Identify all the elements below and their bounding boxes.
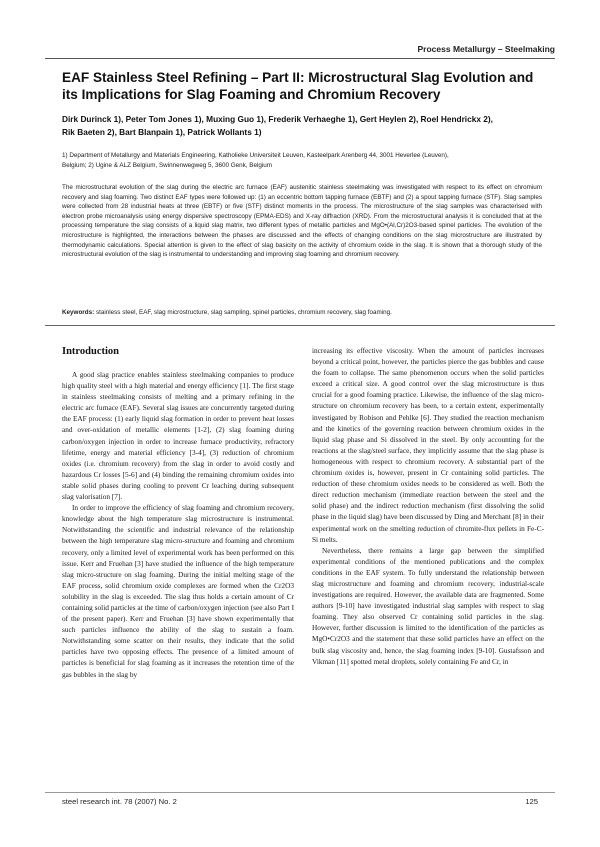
article-title: EAF Stainless Steel Refining – Part II: Microstructural Slag Evolution and its Implications for Slag Foaming and Chromium Recovery [62,70,534,102]
keywords-label: Keywords: [62,309,95,316]
keywords-text: stainless steel, EAF, slag microstructure, slag sampling, spinel particles, chromium recovery, slag foaming. [94,309,392,316]
affiliation-line-1: 1) Department of Metallurgy and Materials Engineering, Katholieke Universiteit Leuven, Kasteelpark Arenberg 44, 3001 Heverlee (Leuven), [62,152,449,159]
journal-citation: steel research int. 78 (2007) No. 2 [62,797,177,806]
abstract: The microstructural evolution of the slag during the electric arc furnace (EAF) austenitic stainless steelmaking was investigated with respect to its effect on chromium recovery and slag foaming. Two distinct EAF types were followed up: (1) an eccentric bottom tapping furnace (EBTF) and (2) a spout tapping furnace (STF). Slag samples were collected from 28 industrial heats at three (EBTF) or five (STF) distinct moments in the process. The microstructure of the slag samples was characterised with electron probe microanalysis using energy dispersive spectroscopy (EPMA-EDS) and X-ray diffraction (XRD). From the microstructural analysis it is concluded that at the processing temperature the slag consists of a liquid slag matrix, two different types of metallic particles and MgO•(Al,Cr)2O3-based spinel particles. The evolution of the microstructure is highlighted, the interactions between the phases are discussed and the effects of changing conditions on the slag microstructure are illustrated by thermodynamic calculations. Special attention is given to the effect of slag basicity on the activity of chromium oxide in the slag. It is shown that a thorough study of the microstructural evolution of the slag is instrumental to understanding and improving slag foaming and chromium recovery. [62,184,542,259]
paragraph: increasing its effective viscosity. When the amount of particles increases beyond a critical point, however, the particles pierce the gas bubbles and cause the foam to collapse. The same phenomenon occurs when the solid particles exceed a critical size. A good control over the slag microstructure is thus crucial for a good foaming practice. Likewise, the influence of the slag micro-structure on chromium recovery has been, to a certain extent, experimentally investigated by Robison and Pehlke [6]. They studied the reaction mechanism and the kinetics of the governing reaction between chromium oxides in the liquid slag phase and Si dissolved in the steel. By only accounting for the reactions at the slag/steel surface, they implicitly assume that the slag phase is homogeneous with respect to chromium recovery. A substantial part of the chromium oxides is, however, present in Cr containing solid particles. The reduction of these chromium oxides needs to be considered as well. Both the direct reduction mechanism (immediate reaction between the steel and the solid phase) and the indirect reduction mechanism (first dissolving the solid phase in the liquid slag) have been discussed by Ding and Merchant [8] in their experimental work on the smelting reduction of chromite-flux pellets in Fe-C-Si melts. [312,346,544,544]
header-rule [45,58,555,59]
affiliation-line-2: Belgium; 2) Ugine & ALZ Belgium, Swinnenwegweg 5, 3600 Genk, Belgium [62,161,273,169]
paragraph: In order to improve the efficiency of slag foaming and chromium recovery, knowledge about the high temperature slag microstructure is instrumental. Notwithstanding the scientific and industrial relevance of the relationship between the high temperature slag micro-structure and foaming and chromium recovery, only a limited level of experimental work has been performed on this issue. Kerr and Fruehan [3] have studied the influence of the high temperature slag micro-structure on slag foaming. During the initial melting stage of the EAF process, solid chromium oxide complexes are formed when the Cr2O3 solubility in the slag is exceeded. The slag thus holds a certain amount of Cr containing solid particles at the time of carbon/oxygen injection (see also Part I of the present paper). Kerr and Fruehan [3] have shown experimentally that such particles influence the ability of the slag to sustain a foam. Notwithstanding some scatter on their results, they indicate that the solid particles have two opposing effects. The presence of a limited amount of particles is beneficial for slag foaming as it increases the retention time of the gas bubbles in the slag by [62,503,294,679]
authors-line-2: Rik Baeten 2), Bart Blanpain 1), Patrick Wollants 1) [62,127,262,137]
left-column [62,345,294,680]
footer-rule [45,792,555,793]
paragraph: Nevertheless, there remains a large gap between the simplified experimental conditions of the mentioned publications and the complex conditions in the EAF system. To fully understand the relationship between slag microstructure and foaming and chromium recovery, industrial-scale investigations are required. However, the available data are fragmented. Some authors [9-10] have investigated industrial slag samples with respect to slag foaming. They also observed Cr containing solid particles in the slag. However, further discussion is limited to the identification of the particles as MgO•Cr2O3 and the statement that these solid particles have an effect on the bulk slag viscosity and, hence, the slag foaming index [9-10]. Gustafsson and Vikman [11] spotted metal droplets, solely containing Fe and Cr, in [312,545,544,666]
affiliations [62,151,542,170]
authors-line-1: Dirk Durinck 1), Peter Tom Jones 1), Muxing Guo 1), Frederik Verhaeghe 1), Gert Heylen 2), Roel Hendrickx 2), [62,114,493,124]
page-number: 125 [525,797,538,806]
author-list [62,113,542,139]
right-column [312,345,544,667]
paragraph: A good slag practice enables stainless steelmaking companies to produce high quality steel with a high material and energy efficiency [1]. The first stage in stainless steelmaking consists of melting and a primary refining in the electric arc furnace (EAF). Several slag issues are concurrently targeted during the EAF process: (1) early liquid slag formation in order to prevent heat losses and over-oxidation of metallic elements [1-2], (2) slag foaming during carbon/oxygen injection in order to increase furnace productivity, refractory lifetime, energy and material efficiency [3-4], (3) reduction of chromium oxides (i.e. chromium recovery) from the slag in order to avoid costly and hazardous Cr losses [5-6] and (4) binding the remaining chromium oxides into stable solid phases during cooling to prevent Cr leaching during subsequent slag valorisation [7]. [62,370,294,502]
section-heading-introduction: Introduction [62,346,119,357]
section-rule [45,325,555,326]
running-head: Process Metallurgy – Steelmaking [417,44,555,54]
keywords [62,308,542,318]
